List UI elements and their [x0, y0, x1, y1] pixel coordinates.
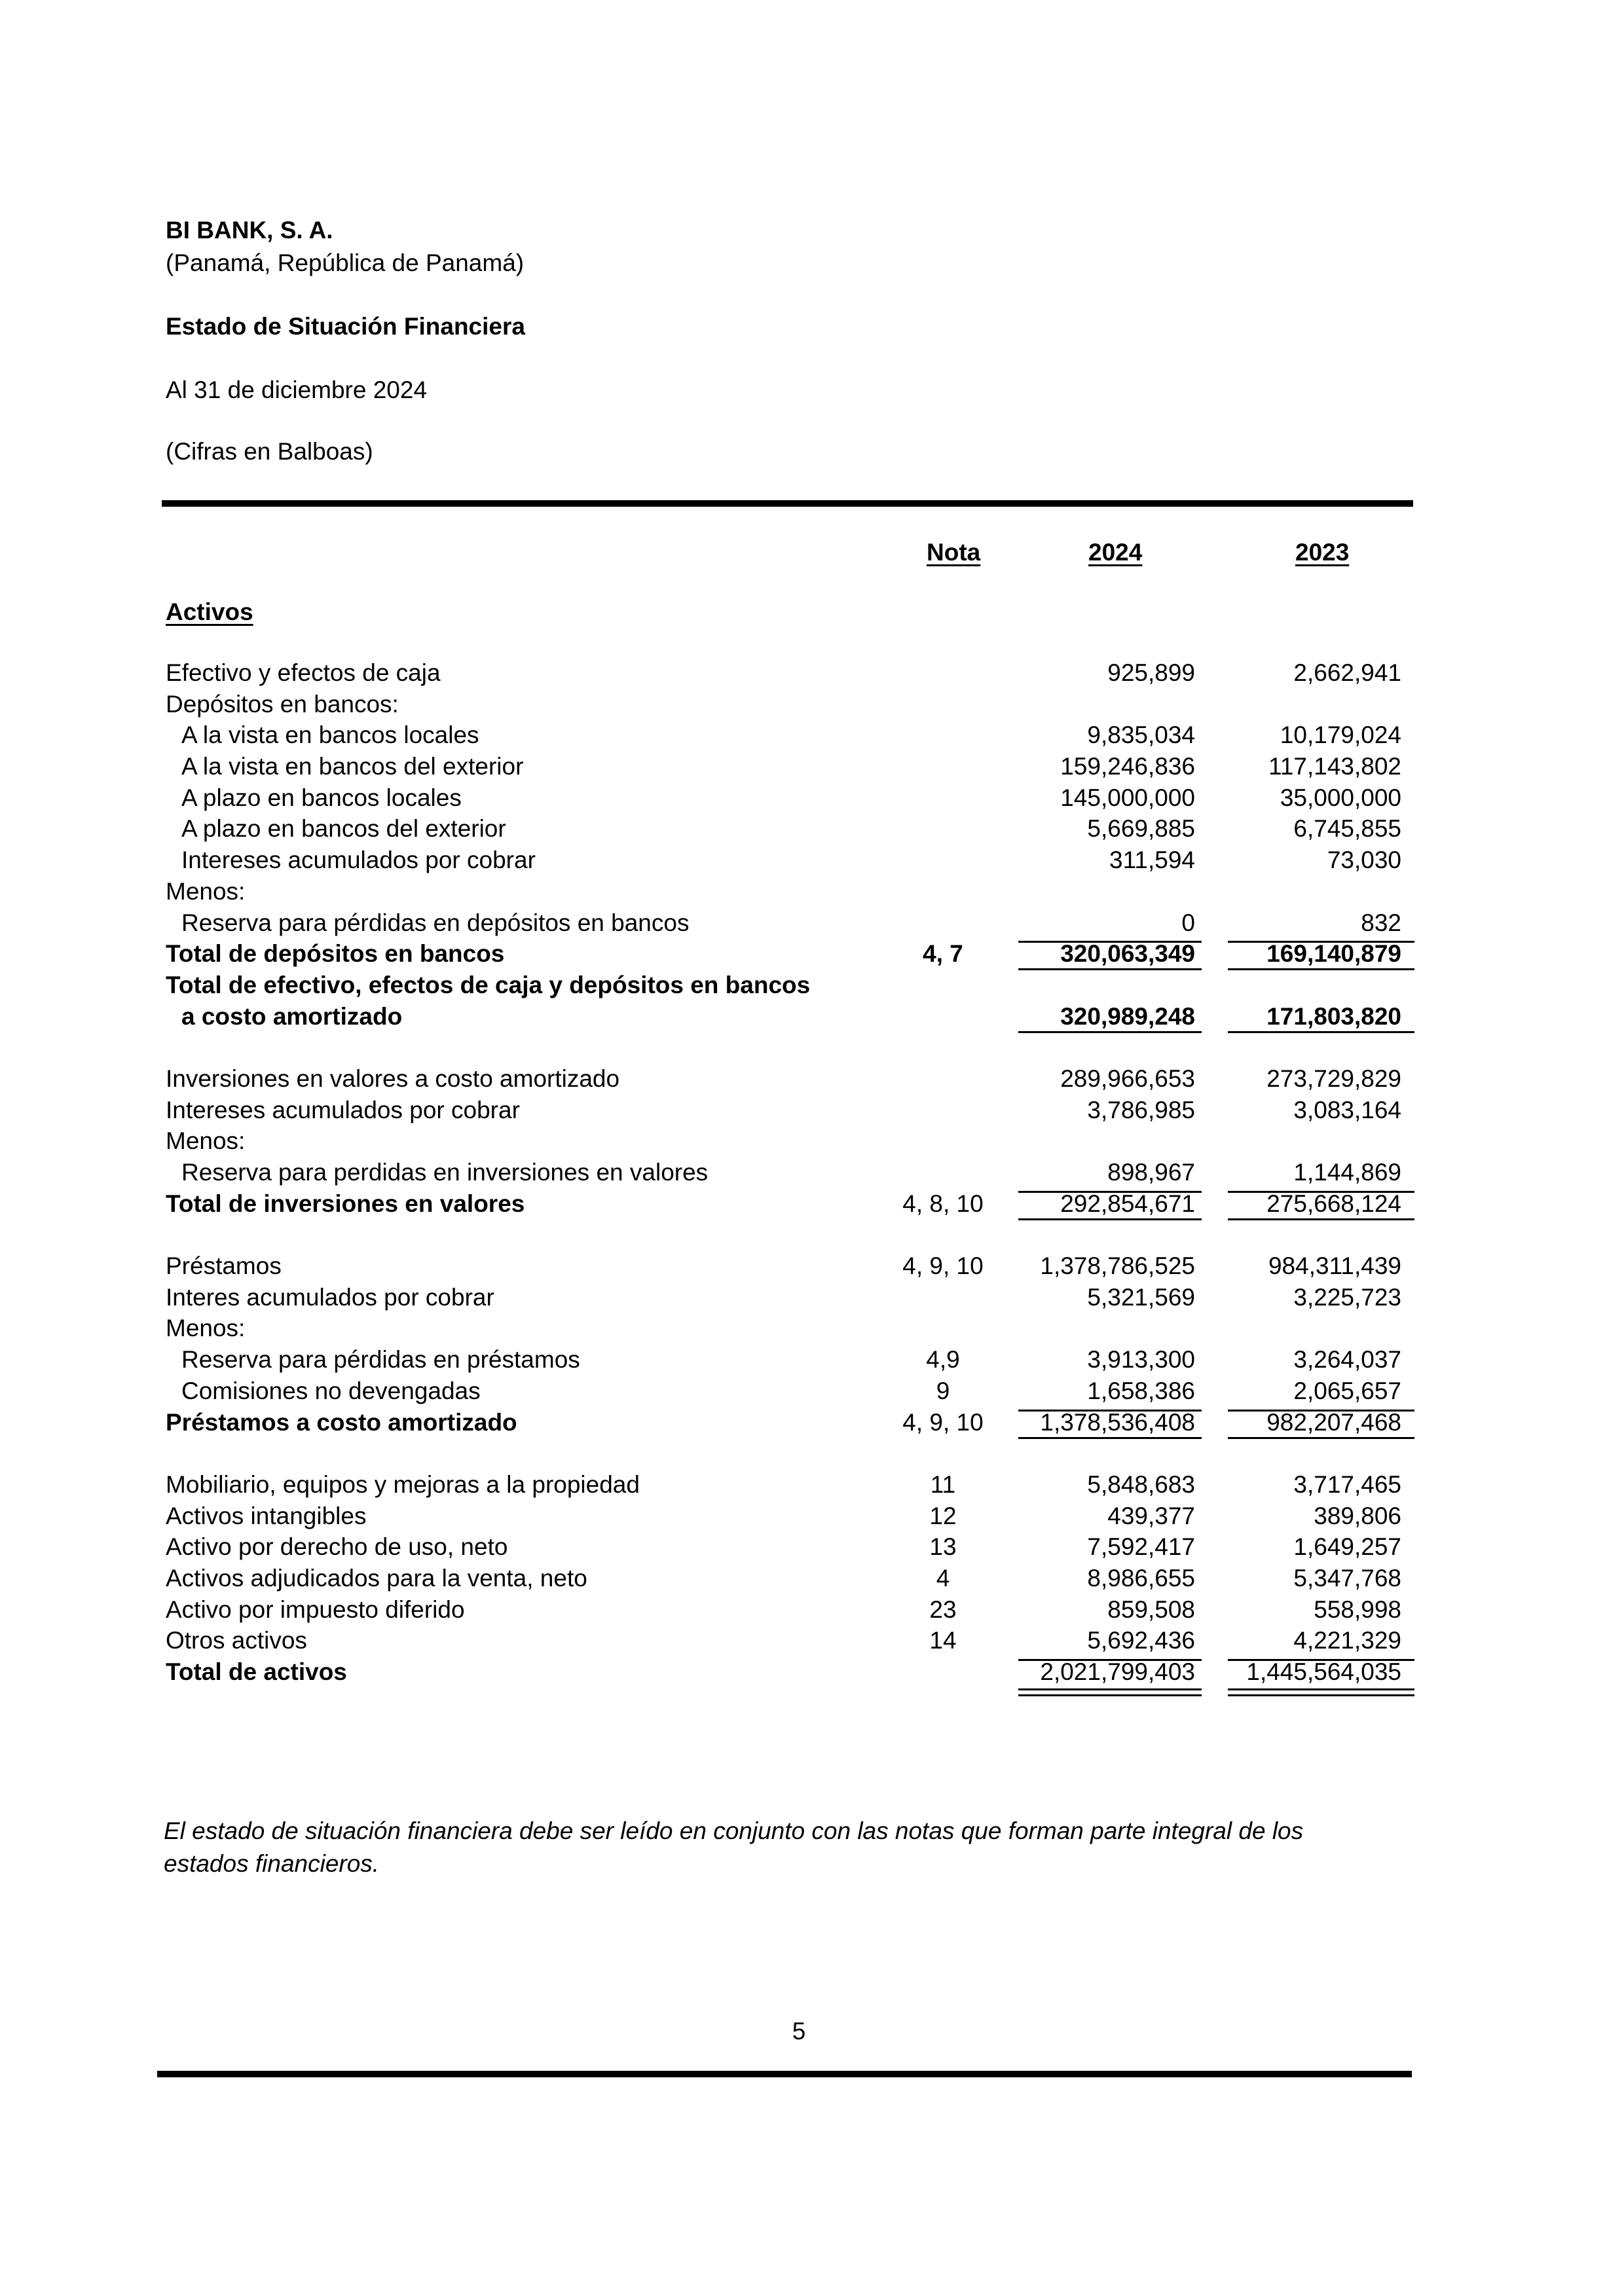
underline	[1228, 1437, 1414, 1439]
table-row	[0, 1564, 1624, 1595]
row-label: Intereses acumulados por cobrar	[181, 847, 536, 874]
value-2023: 3,264,037	[1293, 1346, 1401, 1374]
table-row	[0, 1252, 1624, 1283]
value-2023: 117,143,802	[1268, 753, 1401, 780]
section-title-assets: Activos	[166, 598, 253, 625]
table-row	[0, 1158, 1624, 1190]
table-row	[0, 1377, 1624, 1408]
value-2024: 0	[1181, 909, 1195, 936]
value-2023: 3,717,465	[1293, 1470, 1401, 1498]
row-label: A la vista en bancos del exterior	[181, 753, 524, 780]
value-2024: 1,378,536,408	[1040, 1408, 1195, 1436]
note-ref: 4,9	[926, 1346, 960, 1374]
subtotal-row	[0, 971, 1624, 1002]
note-ref: 11	[930, 1470, 956, 1498]
value-2023: 982,207,468	[1266, 1408, 1401, 1436]
table-row	[0, 1127, 1624, 1158]
value-2023: 389,806	[1314, 1502, 1401, 1529]
row-label: A plazo en bancos locales	[181, 784, 462, 811]
value-2024: 439,377	[1107, 1502, 1195, 1529]
spacer	[0, 1439, 1624, 1470]
underline	[1228, 968, 1414, 970]
value-2024: 311,594	[1109, 847, 1195, 874]
value-2024: 5,321,569	[1087, 1283, 1195, 1311]
row-label: Menos:	[166, 877, 246, 905]
value-2023: 4,221,329	[1293, 1627, 1401, 1654]
value-2023: 984,311,439	[1268, 1252, 1401, 1280]
note-ref: 4, 7	[923, 940, 963, 968]
table-row	[0, 846, 1624, 877]
value-2023: 171,803,820	[1266, 1002, 1401, 1030]
table-row	[0, 690, 1624, 721]
value-2024: 1,378,786,525	[1040, 1252, 1195, 1280]
underline	[1018, 1218, 1202, 1220]
value-2023: 2,065,657	[1293, 1377, 1401, 1404]
value-2024: 320,063,349	[1060, 940, 1195, 968]
subtotal-row	[0, 1190, 1624, 1221]
value-2023: 3,083,164	[1293, 1096, 1401, 1123]
note-ref: 12	[929, 1502, 957, 1529]
value-2023: 1,144,869	[1293, 1159, 1401, 1186]
underline	[1018, 968, 1202, 970]
value-2023: 10,179,024	[1280, 721, 1401, 749]
value-2024: 145,000,000	[1060, 784, 1195, 811]
note-ref: 4, 9, 10	[902, 1252, 984, 1280]
row-label: Activo por impuesto diferido	[166, 1595, 465, 1623]
top-rule	[162, 500, 1413, 507]
row-label: Reserva para pérdidas en préstamos	[181, 1346, 580, 1374]
subtotal-row	[0, 939, 1624, 971]
subtotal-row	[0, 1408, 1624, 1440]
value-2024: 8,986,655	[1087, 1564, 1195, 1592]
row-label: Efectivo y efectos de caja	[166, 659, 441, 686]
table-row	[0, 659, 1624, 690]
table-row	[0, 1626, 1624, 1658]
statement-date: Al 31 de diciembre 2024	[166, 376, 428, 403]
value-2023: 2,662,941	[1293, 659, 1401, 686]
statement-title: Estado de Situación Financiera	[166, 313, 525, 340]
row-label: Préstamos	[166, 1252, 282, 1280]
row-label: Depósitos en bancos:	[166, 690, 399, 718]
underline	[1018, 1437, 1202, 1439]
row-label: A plazo en bancos del exterior	[181, 815, 506, 843]
row-label: Menos:	[166, 1315, 246, 1342]
row-label: Reserva para pérdidas en depósitos en bancos	[181, 909, 690, 936]
column-header-note: Nota	[927, 539, 981, 566]
note-ref: 4, 8, 10	[902, 1190, 984, 1217]
table-row	[0, 909, 1624, 940]
value-2024: 5,848,683	[1087, 1470, 1195, 1498]
row-label: Total de activos	[166, 1658, 347, 1685]
double-underline	[1018, 1688, 1202, 1690]
row-label: Activos adjudicados para la venta, neto	[166, 1564, 587, 1592]
note-ref: 14	[929, 1627, 957, 1654]
bottom-rule	[157, 2071, 1412, 2077]
subtotal-row	[0, 1002, 1624, 1034]
value-2023: 1,649,257	[1293, 1533, 1401, 1561]
page-number: 5	[792, 2018, 806, 2045]
assets-table	[0, 659, 1624, 1689]
value-2024: 2,021,799,403	[1040, 1658, 1195, 1685]
value-2023: 832	[1361, 909, 1401, 936]
table-row	[0, 1314, 1624, 1345]
note-ref: 23	[929, 1595, 957, 1623]
value-2023: 558,998	[1314, 1595, 1401, 1623]
row-label: Inversiones en valores a costo amortizado	[166, 1065, 620, 1092]
table-row	[0, 721, 1624, 752]
value-2024: 925,899	[1107, 659, 1195, 686]
row-label: Préstamos a costo amortizado	[166, 1408, 517, 1436]
value-2024: 1,658,386	[1087, 1377, 1195, 1404]
row-label: a costo amortizado	[181, 1002, 403, 1030]
value-2024: 159,246,836	[1060, 753, 1195, 780]
row-label: Intereses acumulados por cobrar	[166, 1096, 520, 1123]
value-2024: 5,692,436	[1087, 1627, 1195, 1654]
table-row	[0, 1533, 1624, 1564]
table-row	[0, 1283, 1624, 1315]
table-row	[0, 1470, 1624, 1502]
value-2023: 6,745,855	[1293, 815, 1401, 843]
value-2023: 275,668,124	[1266, 1190, 1401, 1217]
row-label: Menos:	[166, 1127, 246, 1155]
value-2024: 292,854,671	[1060, 1190, 1195, 1217]
spacer	[0, 1220, 1624, 1252]
value-2024: 3,786,985	[1087, 1096, 1195, 1123]
value-2024: 320,989,248	[1060, 1002, 1195, 1030]
row-label: Interes acumulados por cobrar	[166, 1283, 494, 1311]
value-2023: 5,347,768	[1293, 1564, 1401, 1592]
value-2024: 3,913,300	[1087, 1346, 1195, 1374]
note-ref: 9	[936, 1377, 950, 1404]
value-2023: 35,000,000	[1280, 784, 1401, 811]
table-row	[0, 1502, 1624, 1533]
underline	[1228, 1218, 1414, 1220]
table-row	[0, 877, 1624, 909]
table-row	[0, 1065, 1624, 1096]
note-ref: 4	[936, 1564, 950, 1592]
column-header-2023: 2023	[1295, 539, 1350, 566]
value-2024: 859,508	[1107, 1595, 1195, 1623]
company-name: BI BANK, S. A.	[166, 217, 333, 244]
row-label: Otros activos	[166, 1627, 307, 1654]
table-row	[0, 752, 1624, 784]
value-2023: 3,225,723	[1293, 1283, 1401, 1311]
row-label: Activos intangibles	[166, 1502, 367, 1529]
table-row	[0, 814, 1624, 846]
table-row	[0, 1096, 1624, 1127]
row-label: Reserva para perdidas en inversiones en valores	[181, 1159, 709, 1186]
spacer	[0, 1033, 1624, 1065]
value-2024: 7,592,417	[1087, 1533, 1195, 1561]
row-label: A la vista en bancos locales	[181, 721, 479, 749]
value-2024: 898,967	[1107, 1159, 1195, 1186]
column-header-2024: 2024	[1088, 539, 1143, 566]
row-label: Total de inversiones en valores	[166, 1190, 525, 1217]
row-label: Mobiliario, equipos y mejoras a la propiedad	[166, 1470, 640, 1498]
row-label: Total de efectivo, efectos de caja y depósitos en bancos	[166, 971, 811, 998]
value-2024: 5,669,885	[1087, 815, 1195, 843]
value-2023: 169,140,879	[1266, 940, 1401, 968]
note-ref: 4, 9, 10	[902, 1408, 984, 1436]
value-2023: 73,030	[1327, 847, 1401, 874]
currency-note: (Cifras en Balboas)	[166, 438, 373, 465]
value-2023: 1,445,564,035	[1246, 1658, 1401, 1685]
table-row	[0, 1595, 1624, 1627]
row-label: Comisiones no devengadas	[181, 1377, 481, 1404]
underline	[1228, 1031, 1414, 1033]
row-label: Activo por derecho de uso, neto	[166, 1533, 508, 1561]
underline	[1018, 1031, 1202, 1033]
value-2024: 9,835,034	[1087, 721, 1195, 749]
footnote: El estado de situación financiera debe ser leído en conjunto con las notas que forman parte integral de los estados financieros.	[164, 1817, 1304, 1877]
table-row	[0, 1345, 1624, 1377]
company-location: (Panamá, República de Panamá)	[166, 249, 525, 276]
double-underline	[1228, 1688, 1414, 1690]
table-row	[0, 784, 1624, 815]
value-2024: 289,966,653	[1060, 1065, 1195, 1092]
total-row	[0, 1658, 1624, 1689]
note-ref: 13	[929, 1533, 957, 1561]
row-label: Total de depósitos en bancos	[166, 940, 505, 968]
value-2023: 273,729,829	[1266, 1065, 1401, 1092]
